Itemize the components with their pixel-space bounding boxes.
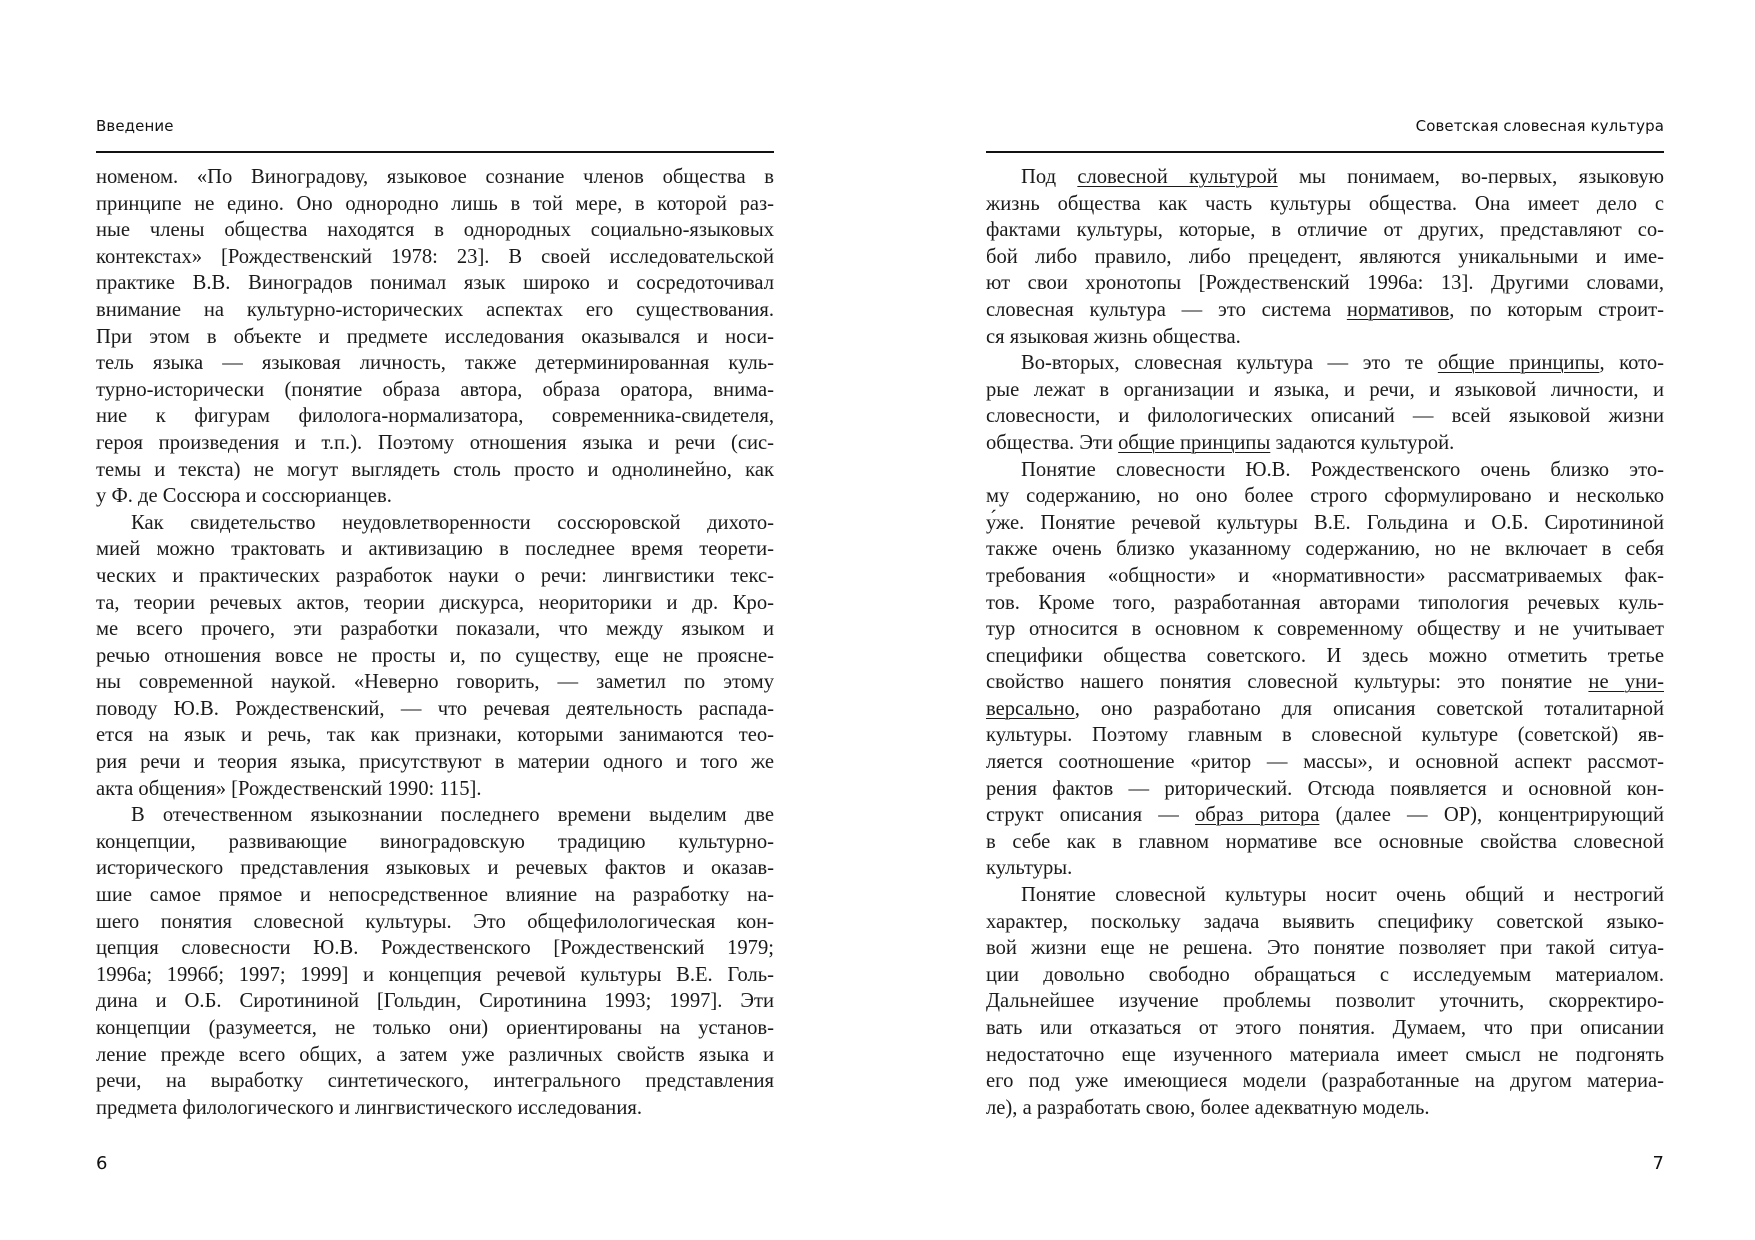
text-line: темы и текста) не могут выглядеть столь просто и однолинейно, как [96, 458, 774, 481]
text-line: дина и О.Б. Сиротининой [Гольдин, Сиротинина 1993; 1997]. Эти [96, 990, 774, 1013]
text-line: При этом в объекте и предмете исследования оказывался и носи- [96, 325, 774, 348]
text-line: контекстах» [Рождественский 1978: 23]. В своей исследовательской [96, 245, 774, 268]
text-line: героя произведения и т.п.). Поэтому отношения языка и речи (сис- [96, 431, 774, 454]
left-page [96, 0, 774, 1240]
text-line: у́же. Понятие речевой культуры В.Е. Гольдина и О.Б. Сиротининой [986, 511, 1664, 534]
text-line: бой либо правило, либо прецедент, являются уникальными и име- [986, 245, 1664, 268]
text-line: ные члены общества находятся в однородных социально-языковых [96, 219, 774, 242]
header-rule-left [96, 151, 774, 153]
text-line: характер, поскольку задача выявить специфику советской языко- [986, 910, 1664, 933]
underlined-term: версально [986, 697, 1075, 720]
text-line: специфики общества советского. И здесь можно отметить третье [986, 644, 1664, 667]
text-line: Понятие словесности Ю.В. Рождественского очень близко это- [1021, 458, 1664, 481]
text-line: речью отношения вовсе не просты и, по существу, еще не проясне- [96, 644, 774, 667]
underlined-term: общие принципы [1437, 352, 1600, 375]
text-line: Под словесной культурой мы понимаем, во-первых, языковую [1021, 166, 1665, 188]
text-line: шие самое прямое и непосредственное влияние на разработку на- [96, 884, 774, 907]
text-line: культуры. Поэтому главным в словесной культуре (советской) яв- [986, 724, 1664, 747]
text-line: ляется соотношение «ритор — массы», и основной аспект рассмот- [986, 751, 1664, 774]
text-line: цепция словесности Ю.В. Рождественского [Рождественский 1979; [96, 937, 774, 960]
text-line: речи, на выработку синтетического, интегрального представления [96, 1070, 774, 1093]
text-line: исторического представления языковых и речевых фактов и оказав- [96, 857, 774, 880]
text-line: турно-исторически (понятие образа автора, образа оратора, внима- [96, 378, 774, 401]
text-line: фактами культуры, которые, в отличие от других, представляют со- [986, 219, 1664, 242]
text-line: принципе не едино. Оно однородно лишь в той мере, в которой раз- [96, 192, 774, 215]
underlined-term: общие принципы [1118, 431, 1271, 454]
text-line: Понятие словесной культуры носит очень общий и нестрогий [1021, 884, 1664, 907]
text-line: вать или отказаться от этого понятия. Думаем, что при описании [986, 1017, 1664, 1039]
text-line: В отечественном языкознании последнего времени выделим две [131, 804, 774, 827]
text-line: ны современной наукой. «Неверно говорить, — заметил по этому [96, 671, 774, 694]
text-line: тур относится в основном к современному обществу и не учитывает [986, 618, 1664, 641]
text-line: словесная культура — это система нормативов, по которым строит- [986, 298, 1665, 321]
running-head-right: Советская словесная культура [1415, 117, 1664, 135]
text-line: ление прежде всего общих, а затем уже различных свойств языка и [96, 1043, 774, 1066]
text-line: в себе как в главном нормативе все основные свойства словесной [986, 830, 1664, 853]
text-line: практике В.В. Виноградов понимал язык широко и сосредоточивал [96, 272, 774, 295]
left-page-body [96, 164, 774, 1121]
text-line: общества. Эти общие принципы задаются культурой. [986, 431, 1455, 454]
text-line: тов. Кроме того, разработанная авторами типология речевых куль- [986, 591, 1664, 614]
text-line: ется на язык и речь, так как признаки, которыми занимаются тео- [96, 724, 774, 747]
text-line: мией можно трактовать и активизацию в последнее время теорети- [96, 538, 774, 561]
text-line: ции довольно свободно обращаться с исследуемым материалом. [986, 963, 1664, 986]
underlined-term: нормативов [1346, 298, 1450, 321]
underlined-term: не уни- [1588, 671, 1664, 694]
text-line: номеном. «По Виноградову, языковое сознание членов общества в [96, 166, 774, 188]
text-line: ся языковая жизнь общества. [986, 325, 1241, 348]
text-line: внимание на культурно-исторических аспектах его существования. [96, 298, 774, 321]
text-line: словесности, и филологических описаний — всей языковой жизни [986, 405, 1664, 428]
text-line: та, теории речевых актов, теории дискурса, неориторики и др. Кро- [96, 591, 774, 614]
text-line: жизнь общества как часть культуры общества. Она имеет дело с [986, 192, 1664, 215]
text-line: му содержанию, но оно более строго сформулировано и несколько [986, 485, 1664, 508]
text-line: Как свидетельство неудовлетворенности соссюровской дихото- [131, 511, 774, 534]
text-line: рые лежат в организации и языка, и речи, и языковой личности, и [986, 378, 1664, 401]
text-line: акта общения» [Рождественский 1990: 115]. [96, 777, 482, 800]
header-rule-right [986, 151, 1664, 153]
text-line: тель языка — языковая личность, также детерминированная куль- [96, 352, 774, 375]
page-number-left: 6 [96, 1153, 108, 1174]
text-line: версально, оно разработано для описания советской тоталитарной [986, 697, 1664, 720]
text-line: ле), а разработать свою, более адекватную модель. [986, 1096, 1430, 1119]
text-line: предмета филологического и лингвистического исследования. [96, 1096, 642, 1119]
text-line: рения фактов — риторический. Отсюда появляется и основной кон- [986, 777, 1664, 800]
text-line: 1996а; 1996б; 1997; 1999] и концепция речевой культуры В.Е. Голь- [96, 963, 774, 986]
text-line: его под уже имеющиеся модели (разработанные на другом материа- [986, 1070, 1664, 1093]
underlined-term: образ ритора [1195, 804, 1320, 827]
right-page-body [986, 164, 1664, 1121]
text-line: ние к фигурам филолога-нормализатора, современника-свидетеля, [96, 405, 774, 428]
text-line: недостаточно еще изученного материала имеет смысл не подгонять [986, 1043, 1664, 1066]
text-line: шего понятия словесной культуры. Это общефилологическая кон- [96, 910, 774, 933]
text-line: концепции, развивающие виноградовскую традицию культурно- [96, 830, 774, 853]
text-line: ческих и практических разработок науки о речи: лингвистики текс- [96, 564, 774, 587]
text-line: у Ф. де Соссюра и соссюрианцев. [96, 485, 392, 508]
text-line: требования «общности» и «нормативности» рассматриваемых фак- [986, 564, 1664, 587]
text-line: концепции (разумеется, не только они) ориентированы на установ- [96, 1017, 774, 1039]
underlined-term: словесной культурой [1077, 166, 1278, 188]
text-line: также очень близко указанному содержанию, но не включает в себя [986, 538, 1664, 561]
text-line: поводу Ю.В. Рождественский, — что речевая деятельность распада- [96, 697, 774, 720]
text-line: ме всего прочего, эти разработки показали, что между языком и [96, 618, 774, 641]
text-line: структ описания — образ ритора (далее — ОР), концентрирующий [986, 804, 1665, 827]
page-number-right: 7 [1652, 1153, 1664, 1174]
text-line: Дальнейшее изучение проблемы позволит уточнить, скорректиро- [986, 990, 1664, 1013]
right-page [986, 0, 1664, 1240]
text-line: вой жизни еще не решена. Это понятие позволяет при такой ситуа- [986, 937, 1664, 960]
text-line: ют свои хронотопы [Рождественский 1996а: 13]. Другими словами, [986, 272, 1664, 295]
text-line: Во-вторых, словесная культура — это те общие принципы, кото- [1021, 352, 1665, 375]
text-line: рия речи и теория языка, присутствуют в материи одного и того же [96, 751, 774, 774]
text-line: культуры. [986, 857, 1073, 880]
text-line: свойство нашего понятия словесной культуры: это понятие не уни- [986, 671, 1664, 694]
running-head-left: Введение [96, 117, 174, 135]
